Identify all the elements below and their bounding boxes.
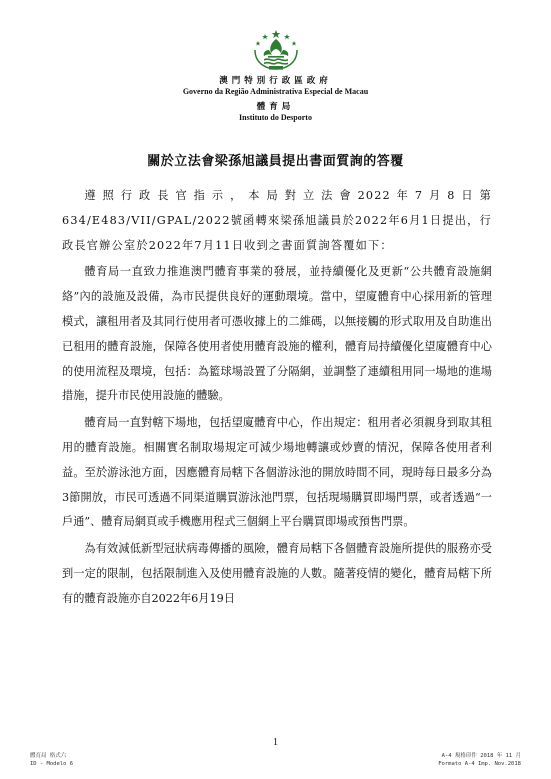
footer-print-format-chinese: A-4 規格印件 2018 年 11 月 (441, 753, 521, 759)
footer-print-format (438, 752, 521, 768)
document-body (62, 184, 492, 614)
page-number: 1 (273, 737, 278, 748)
paragraph-facilities: 體育局一直致力推進澳門體育事業的發展，並持續優化及更新“公共體育設施網絡”內的設施及設備，為市民提供良好的運動環境。當中，望廈體育中心採用新的管理模式，讓租用者及其同行使用者可憑收據上的二維碼，以無接觸的形式取用及自助進出已租用的體育設施，保障各使用者使用體育設施的權利，體育局持續優化望廈體育中心的使用流程及環境，包括：為籃球場設置了分隔網，並調整了連續租用同一場地的進場措施，提升市民使用設施的體驗。 (62, 265, 492, 403)
macau-emblem-logo (247, 28, 305, 70)
document-title: 關於立法會梁孫旭議員提出書面質詢的答覆 (147, 154, 404, 169)
footer-form-id (30, 752, 73, 768)
bureau-name-portuguese: Instituto do Desporto (239, 113, 312, 122)
footer-form-id-portuguese: ID - Modelo 6 (30, 761, 74, 767)
paragraph-covid: 為有效減低新型冠狀病毒傳播的風險，體育局轄下各個體育設施所提供的服務亦受到一定的限制，包括限制進入及使用體育設施的人數。隨著疫情的變化，體育局轄下所有的體育設施亦自2022年6月19日 (62, 542, 492, 605)
bureau-name-chinese: 體育局 (256, 101, 295, 111)
government-name-portuguese: Governo da Região Administrativa Especial de Macau (182, 87, 369, 96)
footer-print-format-portuguese: Formato A-4 Imp. Nov.2018 (438, 761, 521, 767)
government-name-chinese: 澳門特別行政區政府 (219, 75, 332, 85)
paragraph-intro: 遵照行政長官指示，本局對立法會2022年7月8日第634/E483/VII/GPAL/2022號函轉來梁孫旭議員於2022年6月1日提出，行政長官辦公室於2022年7月11日收到之書面質詢答覆如下： (62, 189, 492, 252)
footer-form-id-chinese: 體育局 格式六 (30, 753, 67, 759)
paragraph-venue-rules: 體育局一直對轄下場地，包括望廈體育中心，作出規定：租用者必須親身到取其租用的體育設施。相關實名制取場規定可減少場地轉讓或炒賣的情況，保障各使用者利益。至於游泳池方面，因應體育局轄下各個游泳池的開放時間不同，現時每日最多分為3節開放，市民可透過不同渠道購買游泳池門票，包括現場購買即場門票，或者透過“一戶通”、體育局網頁或手機應用程式三個網上平台購買即場或預售門票。 (62, 416, 492, 529)
